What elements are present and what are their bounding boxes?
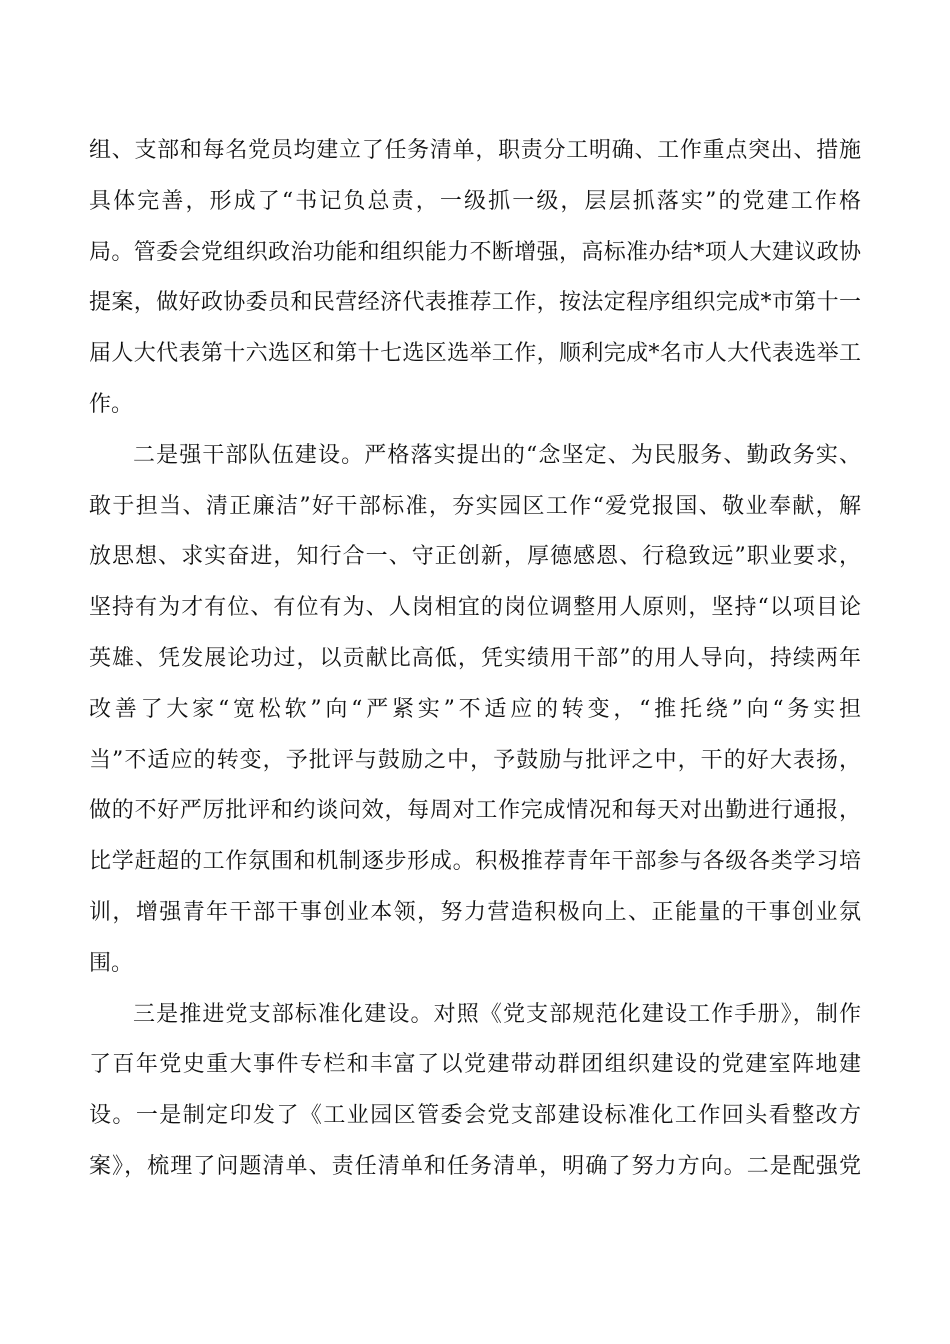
text-line: 三是推进党支部标准化建设。对照《党支部规范化建设工作手册》，制作 [133,1001,861,1027]
text-line: 案》，梳理了问题清单、责任清单和任务清单，明确了努力方向。二是配强党 [89,1153,861,1179]
text-line: 敢于担当、清正廉洁”好干部标准，夯实园区工作“爱党报国、敬业奉献，解 [89,493,861,519]
body-text [89,126,861,1193]
paragraph-cadre-team [89,431,861,990]
text-line: 坚持有为才有位、有位有为、人岗相宜的岗位调整用人原则，坚持“以项目论 [89,595,861,621]
text-line: 改善了大家“宽松软”向“严紧实”不适应的转变，“推托绕”向“务实担 [89,696,861,722]
paragraph-branch-standardization [89,990,861,1193]
text-line: 训，增强青年干部干事创业本领，努力营造积极向上、正能量的干事创业氛 [89,899,861,925]
text-line: 提案，做好政协委员和民营经济代表推荐工作，按法定程序组织完成*市第十一 [89,290,861,316]
text-line: 局。管委会党组织政治功能和组织能力不断增强，高标准办结*项人大建议政协 [89,239,861,265]
text-line: 组、支部和每名党员均建立了任务清单，职责分工明确、工作重点突出、措施 [89,138,861,163]
paragraph-continued [89,126,861,431]
text-line: 作。 [89,391,134,417]
text-line: 具体完善，形成了“书记负总责，一级抓一级，层层抓落实”的党建工作格 [89,188,861,214]
text-line: 了百年党史重大事件专栏和丰富了以党建带动群团组织建设的党建室阵地建 [89,1052,861,1078]
text-line: 当”不适应的转变，予批评与鼓励之中，予鼓励与批评之中，干的好大表扬， [89,747,861,773]
text-line: 做的不好严厉批评和约谈问效，每周对工作完成情况和每天对出勤进行通报， [89,798,861,824]
text-line: 二是强干部队伍建设。严格落实提出的“念坚定、为民服务、勤政务实、 [133,442,861,468]
text-line: 比学赶超的工作氛围和机制逐步形成。积极推荐青年干部参与各级各类学习培 [89,849,861,875]
text-line: 围。 [89,950,134,976]
text-line: 届人大代表第十六选区和第十七选区选举工作，顺利完成*名市人大代表选举工 [89,341,861,367]
text-line: 放思想、求实奋进，知行合一、守正创新，厚德感恩、行稳致远”职业要求， [89,544,861,570]
text-line: 设。一是制定印发了《工业园区管委会党支部建设标准化工作回头看整改方 [89,1103,861,1129]
text-line: 英雄、凭发展论功过，以贡献比高低，凭实绩用干部”的用人导向，持续两年 [89,645,861,671]
